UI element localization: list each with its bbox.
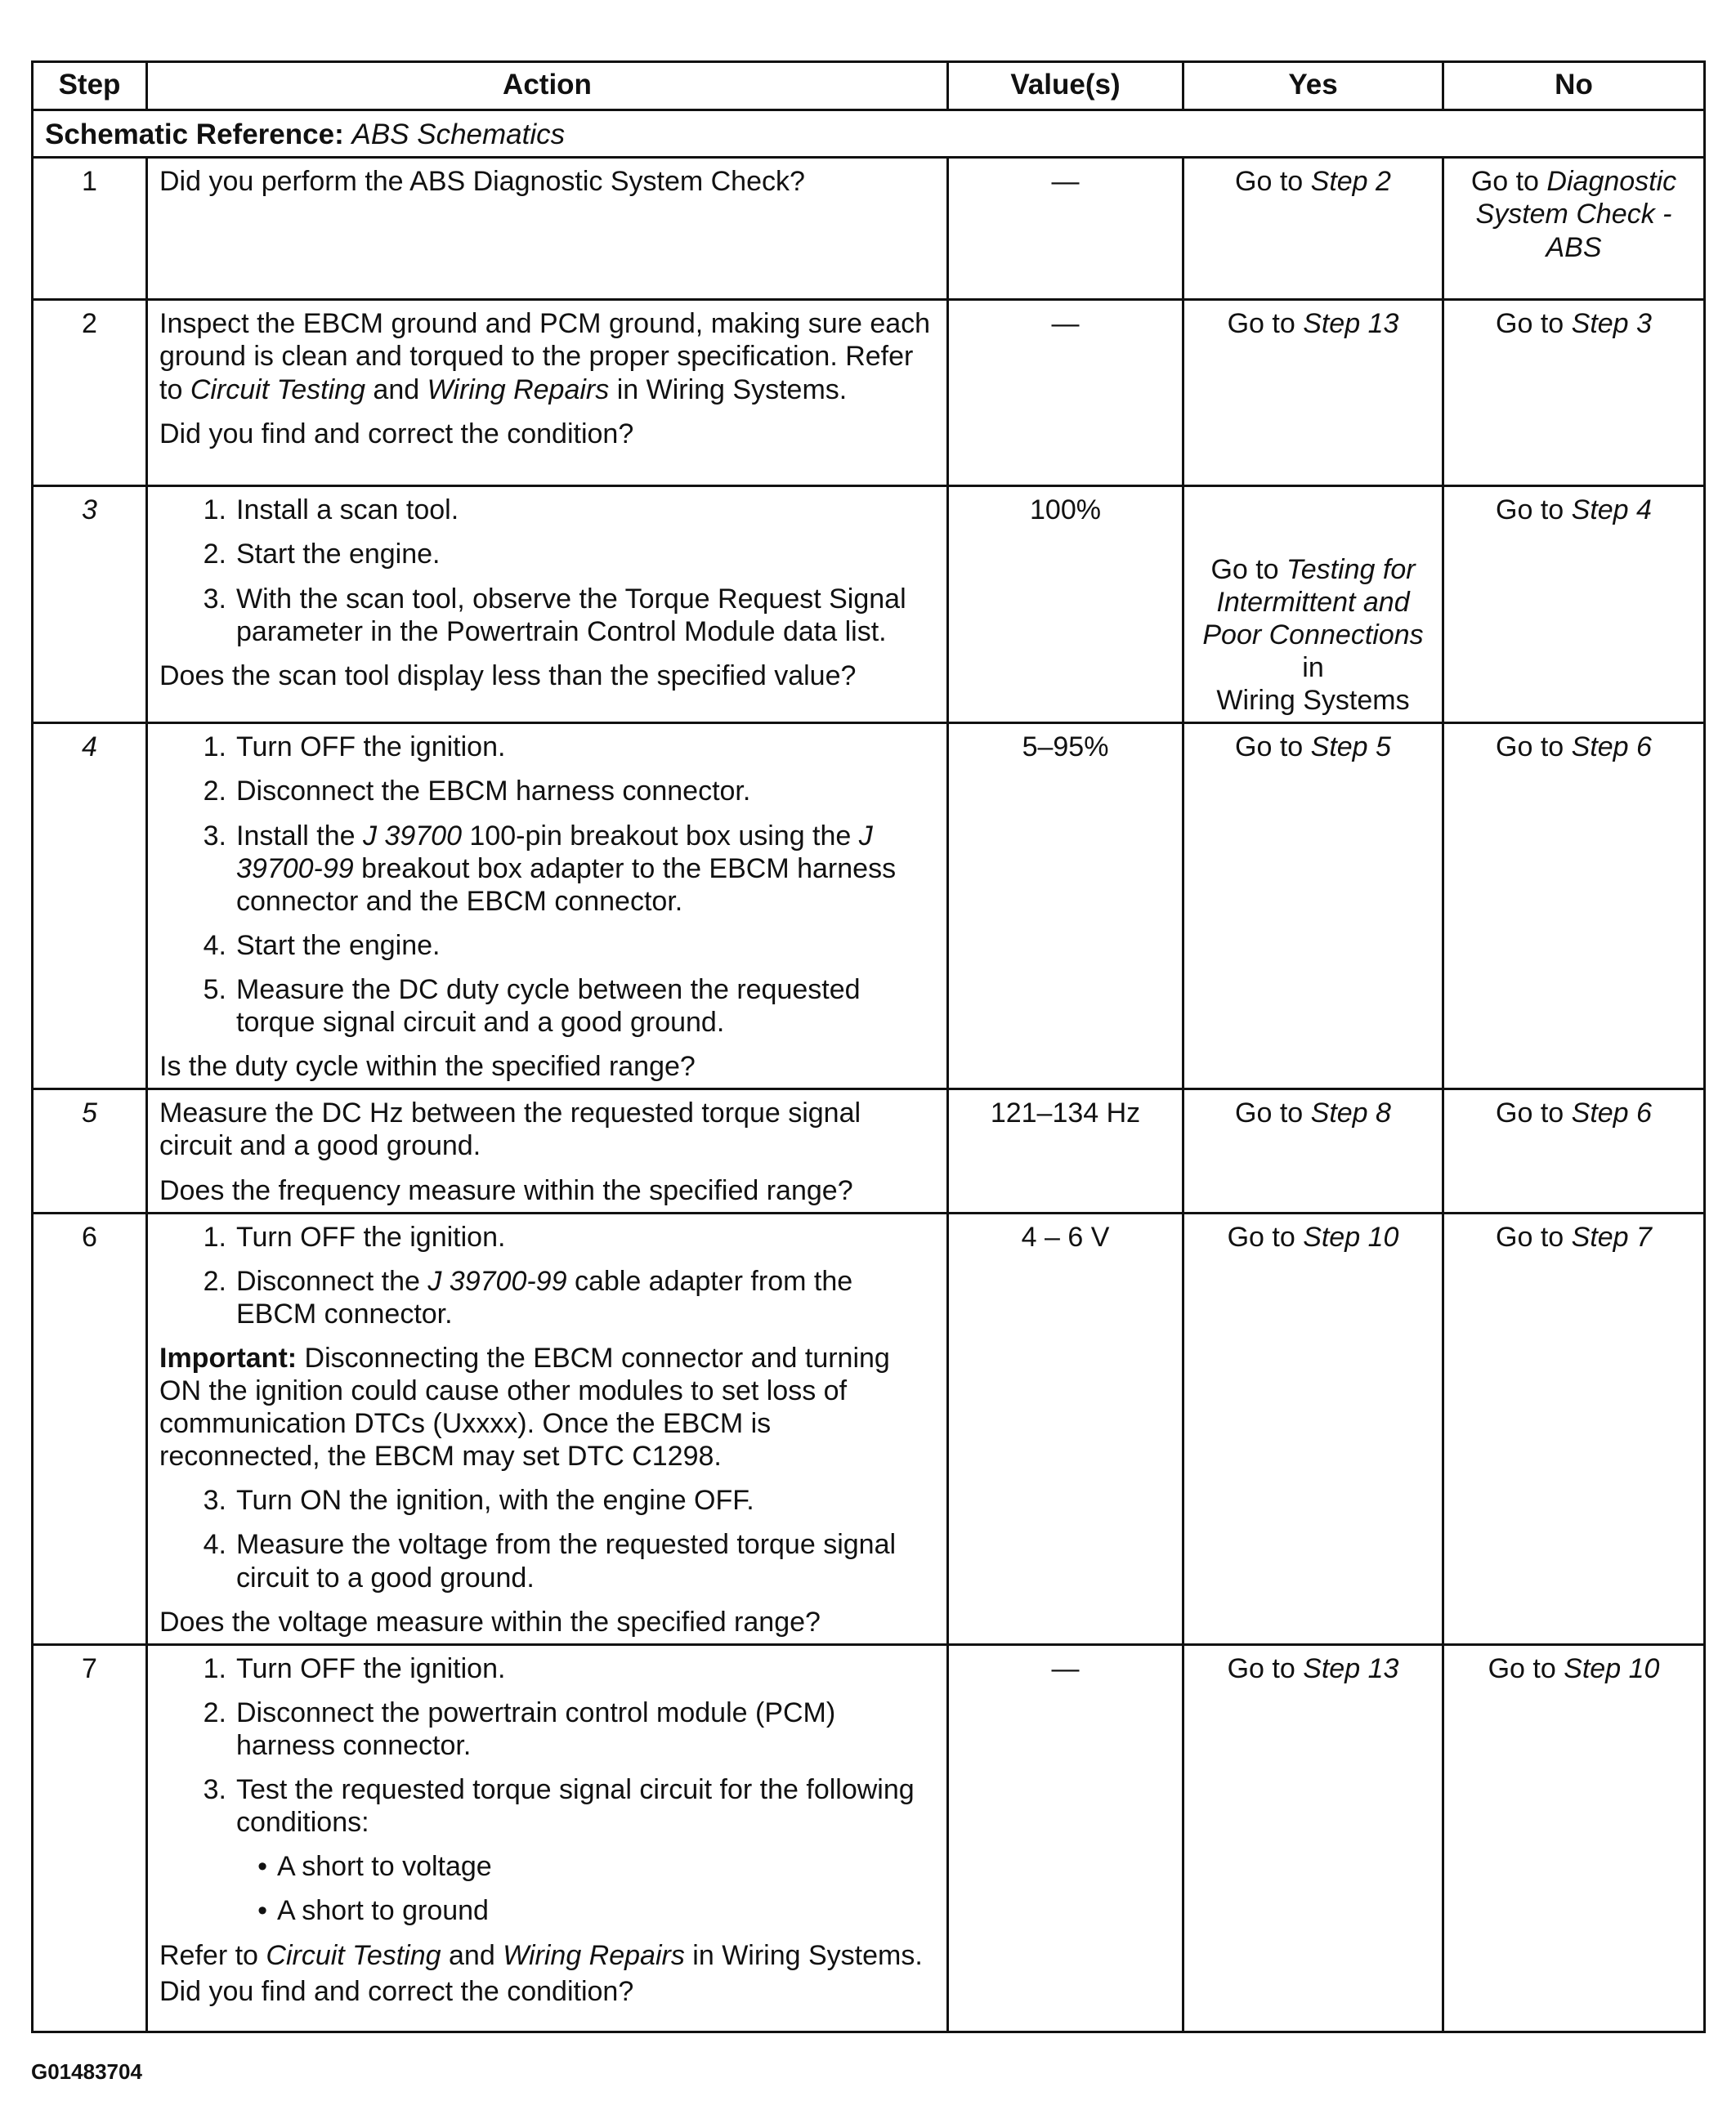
value-cell: 121–134 Hz <box>948 1089 1183 1213</box>
list-item: 1. Turn OFF the ignition. <box>159 1221 935 1254</box>
yes-cell <box>1183 486 1443 723</box>
list-item-text: Disconnect the EBCM harness connector. <box>236 776 751 807</box>
bullet-text: A short to voltage <box>277 1851 492 1883</box>
list-item-text: Turn OFF the ignition. <box>236 1221 506 1253</box>
yes-prefix: Go to <box>1227 308 1304 340</box>
yes-prefix: Go to <box>1235 1097 1311 1129</box>
action-list <box>159 1652 935 1840</box>
list-item: 2. Start the engine. <box>159 538 935 570</box>
header-no: No <box>1443 62 1705 110</box>
yes-target: Testing for Intermittent and Poor Connections <box>1202 553 1424 650</box>
no-target: Step 4 <box>1571 494 1652 526</box>
table-row <box>33 1089 1705 1213</box>
yes-target: Step 8 <box>1310 1097 1391 1129</box>
no-target: Step 3 <box>1571 308 1652 340</box>
step-number <box>33 1089 147 1213</box>
no-cell <box>1443 1089 1705 1213</box>
action-cell <box>147 486 948 723</box>
step-number <box>33 723 147 1089</box>
header-step: Step <box>33 62 147 110</box>
action-question: Did you perform the ABS Diagnostic System Check? <box>159 166 805 198</box>
list-item: 2. Disconnect the J 39700-99 cable adapter from the EBCM connector. <box>159 1265 935 1330</box>
list-item-text: Start the engine. <box>236 929 441 961</box>
text-part: Inspect the EBCM ground and PCM ground, making sure each ground is clean and torqued to the proper specification. Refer to <box>159 308 931 405</box>
header-action: Action <box>147 62 948 110</box>
table-row <box>33 1644 1705 2032</box>
value-cell: 5–95% <box>948 723 1183 1089</box>
yes-cell <box>1183 1089 1443 1213</box>
yes-cell <box>1183 300 1443 486</box>
action-cell <box>147 1644 948 2032</box>
list-item-text: Test the requested torque signal circuit for the following conditions: <box>236 1774 915 1839</box>
bullet-text: A short to ground <box>277 1895 489 1927</box>
no-prefix: Go to <box>1496 308 1572 340</box>
yes-cell <box>1183 158 1443 300</box>
no-target: Diagnostic System Check - ABS <box>1475 166 1677 263</box>
table-row <box>33 158 1705 300</box>
list-item: 1. Install a scan tool. <box>159 494 935 526</box>
schematic-reference <box>33 110 1705 158</box>
list-item: 2. Disconnect the EBCM harness connector. <box>159 775 935 807</box>
value-cell: 100% <box>948 486 1183 723</box>
list-item-text: Disconnect the powertrain control module (PCM) harness connector. <box>236 1696 836 1762</box>
list-item: 4. Measure the voltage from the requested torque signal circuit to a good ground. <box>159 1528 935 1594</box>
action-list <box>159 1221 935 1330</box>
step-number: 2 <box>33 300 147 486</box>
step-number-text: 5 <box>82 1097 97 1129</box>
list-item: 3. Turn ON the ignition, with the engine OFF. <box>159 1484 935 1517</box>
header-row <box>33 62 1705 110</box>
no-target: Step 6 <box>1571 1097 1652 1129</box>
table-row <box>33 1213 1705 1644</box>
diagnostic-table <box>31 60 1706 2033</box>
action-text: Measure the DC Hz between the requested torque signal circuit and a good ground. <box>159 1097 861 1162</box>
no-cell <box>1443 723 1705 1089</box>
step-number-text: 3 <box>82 494 97 526</box>
yes-cell <box>1183 1644 1443 2032</box>
header-yes: Yes <box>1183 62 1443 110</box>
action-cell <box>147 300 948 486</box>
list-item-text: Turn ON the ignition, with the engine OFF. <box>236 1485 754 1517</box>
no-cell <box>1443 1644 1705 2032</box>
list-item: 1. Turn OFF the ignition. <box>159 1652 935 1685</box>
action-list <box>159 494 935 647</box>
bullet-item: • A short to voltage <box>257 1851 492 1883</box>
table-row <box>33 723 1705 1089</box>
schematic-reference-row <box>33 110 1705 158</box>
yes-prefix: Go to <box>1227 1652 1304 1684</box>
list-item-text: Measure the DC duty cycle between the requested torque signal circuit and a good ground. <box>236 973 861 1039</box>
header-values: Value(s) <box>948 62 1183 110</box>
important-label: Important: <box>159 1342 298 1374</box>
yes-target: Step 10 <box>1303 1221 1399 1253</box>
action-question: Does the scan tool display less than the specified value? <box>159 659 857 691</box>
no-prefix: Go to <box>1496 1221 1572 1253</box>
action-list <box>159 1484 935 1594</box>
no-target: Step 6 <box>1571 731 1652 763</box>
list-item-text: Measure the voltage from the requested torque signal circuit to a good ground. <box>236 1529 897 1594</box>
text-part: in Wiring Systems. <box>609 373 848 405</box>
step-number <box>33 486 147 723</box>
value-cell: — <box>948 158 1183 300</box>
list-item: 5. Measure the DC duty cycle between the requested torque signal circuit and a good ground. <box>159 973 935 1039</box>
no-cell <box>1443 486 1705 723</box>
important-note <box>159 1342 935 1473</box>
action-question: Did you find and correct the condition? <box>159 418 634 449</box>
no-cell <box>1443 1213 1705 1644</box>
list-item: 2. Disconnect the powertrain control module (PCM) harness connector. <box>159 1696 935 1762</box>
yes-target: Step 5 <box>1310 731 1391 763</box>
yes-target: Step 2 <box>1310 166 1391 198</box>
yes-target: Step 13 <box>1303 1652 1399 1684</box>
step-number: 1 <box>33 158 147 300</box>
yes-target: Step 13 <box>1303 308 1399 340</box>
table-row <box>33 486 1705 723</box>
refer-text: Refer to Circuit Testing and Wiring Repairs in Wiring Systems. <box>159 1939 923 1971</box>
text-em: Wiring Repairs <box>427 373 610 405</box>
list-item-text: Install a scan tool. <box>236 494 459 526</box>
list-item: 1. Turn OFF the ignition. <box>159 731 935 763</box>
action-text <box>159 307 935 405</box>
step-number-text: 4 <box>82 731 97 763</box>
no-prefix: Go to <box>1496 1097 1572 1129</box>
list-item: 3. Test the requested torque signal circuit for the following conditions: <box>159 1773 935 1839</box>
bullet-item: • A short to ground <box>257 1895 489 1927</box>
no-target: Step 10 <box>1564 1652 1660 1684</box>
yes-prefix: Go to <box>1235 731 1311 763</box>
yes-prefix: Go to <box>1235 166 1311 198</box>
no-cell <box>1443 300 1705 486</box>
no-prefix: Go to <box>1496 494 1572 526</box>
yes-prefix: Go to <box>1227 1221 1304 1253</box>
table-row <box>33 300 1705 486</box>
figure-code: G01483704 <box>31 2059 142 2084</box>
yes-mid: in <box>1302 652 1324 684</box>
yes-cell <box>1183 723 1443 1089</box>
action-list <box>159 731 935 1039</box>
no-prefix: Go to <box>1470 166 1547 198</box>
yes-cell <box>1183 1213 1443 1644</box>
step-number: 6 <box>33 1213 147 1644</box>
schematic-label: Schematic Reference: <box>45 118 344 150</box>
text-part: and <box>365 373 427 405</box>
list-item-text: Turn OFF the ignition. <box>236 731 506 763</box>
no-prefix: Go to <box>1488 1652 1564 1684</box>
value-cell: — <box>948 300 1183 486</box>
action-question: Does the frequency measure within the specified range? <box>159 1174 853 1206</box>
no-target: Step 7 <box>1571 1221 1652 1253</box>
list-item-text: With the scan tool, observe the Torque Request Signal parameter in the Powertrain Control Module data list. <box>236 583 906 647</box>
schematic-value: ABS Schematics <box>351 118 566 150</box>
list-item-text: Turn OFF the ignition. <box>236 1652 506 1684</box>
no-prefix: Go to <box>1496 731 1572 763</box>
action-cell <box>147 158 948 300</box>
list-item-text: Install the J 39700 100-pin breakout box using the J 39700-99 breakout box adapter to the EBCM harness connector and the EBCM connector. <box>236 820 897 917</box>
important-text: Disconnecting the EBCM connector and turning ON the ignition could cause other modules to set loss of communication DTCs (Uxxxx). Once the EBCM is reconnected, the EBCM may set DTC C1298. <box>159 1342 890 1473</box>
list-item: 3. With the scan tool, observe the Torque Request Signal parameter in the Powertrain Control Module data list. <box>159 583 935 648</box>
list-item: 3. Install the J 39700 100-pin breakout box using the J 39700-99 breakout box adapter to the EBCM harness connector and the EBCM connector. <box>159 820 935 918</box>
list-item-text: Disconnect the J 39700-99 cable adapter from the EBCM connector. <box>236 1265 853 1330</box>
text-em: Circuit Testing <box>190 373 365 405</box>
list-item: 4. Start the engine. <box>159 929 935 962</box>
yes-post: Wiring Systems <box>1216 685 1410 717</box>
action-question: Is the duty cycle within the specified range? <box>159 1051 696 1083</box>
action-question: Did you find and correct the condition? <box>159 1975 634 2007</box>
action-cell <box>147 723 948 1089</box>
value-cell: — <box>948 1644 1183 2032</box>
step-number: 7 <box>33 1644 147 2032</box>
value-cell: 4 – 6 V <box>948 1213 1183 1644</box>
yes-prefix: Go to <box>1210 553 1287 585</box>
no-cell <box>1443 158 1705 300</box>
action-question: Does the voltage measure within the specified range? <box>159 1606 821 1638</box>
action-cell <box>147 1213 948 1644</box>
action-cell <box>147 1089 948 1213</box>
list-item-text: Start the engine. <box>236 539 441 570</box>
